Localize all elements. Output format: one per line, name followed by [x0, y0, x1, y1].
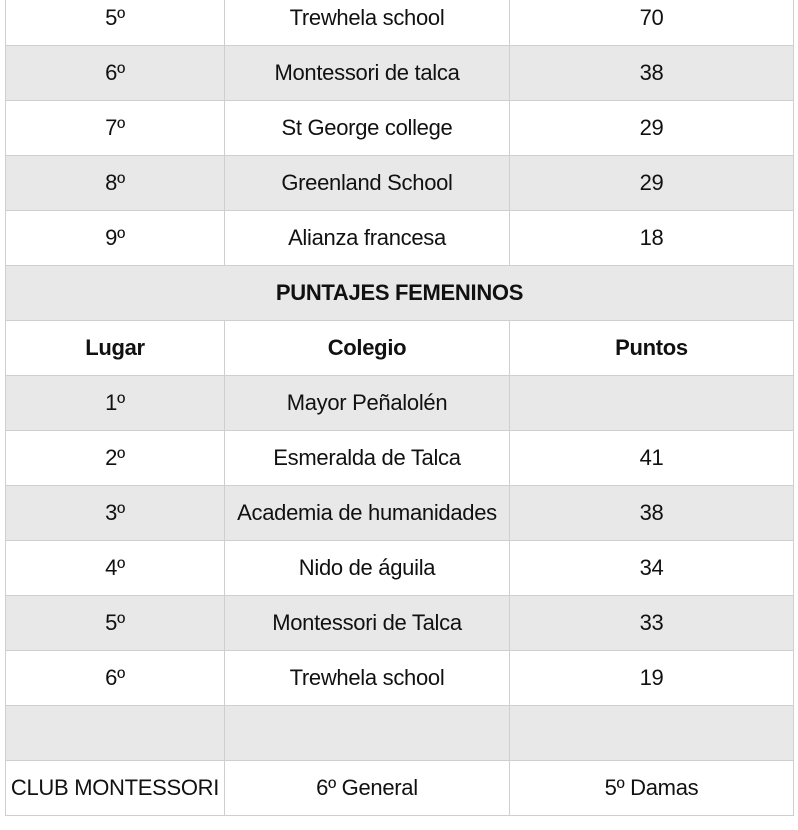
points-cell: 38 [510, 486, 794, 541]
school-cell: Alianza francesa [225, 211, 510, 266]
empty-cell [225, 706, 510, 761]
table-row [6, 541, 794, 596]
place-cell: 7º [6, 101, 225, 156]
empty-row [6, 706, 794, 761]
place-cell: 6º [6, 651, 225, 706]
points-cell: 29 [510, 101, 794, 156]
table-row [6, 211, 794, 266]
club-name-cell: CLUB MONTESSORI [6, 761, 225, 816]
place-cell: 1º [6, 376, 225, 431]
points-cell: 41 [510, 431, 794, 486]
place-cell: 4º [6, 541, 225, 596]
school-cell: Esmeralda de Talca [225, 431, 510, 486]
table-row [6, 431, 794, 486]
points-cell: 19 [510, 651, 794, 706]
table-row [6, 156, 794, 211]
place-cell: 9º [6, 211, 225, 266]
school-cell: Mayor Peñalolén [225, 376, 510, 431]
place-cell: 5º [6, 0, 225, 46]
school-cell: Greenland School [225, 156, 510, 211]
school-cell: St George college [225, 101, 510, 156]
place-cell: 8º [6, 156, 225, 211]
place-cell: 3º [6, 486, 225, 541]
section-title-row [6, 266, 794, 321]
points-cell: 38 [510, 46, 794, 101]
header-row [6, 321, 794, 376]
summary-row [6, 761, 794, 816]
school-cell: Montessori de Talca [225, 596, 510, 651]
school-cell: Trewhela school [225, 651, 510, 706]
empty-cell [6, 706, 225, 761]
column-header-place: Lugar [6, 321, 225, 376]
column-header-points: Puntos [510, 321, 794, 376]
points-cell: 18 [510, 211, 794, 266]
points-cell [510, 376, 794, 431]
general-rank-cell: 6º General [225, 761, 510, 816]
school-cell: Montessori de talca [225, 46, 510, 101]
school-cell: Academia de humanidades [225, 486, 510, 541]
table-row [6, 596, 794, 651]
column-header-school: Colegio [225, 321, 510, 376]
place-cell: 6º [6, 46, 225, 101]
points-cell: 33 [510, 596, 794, 651]
points-cell: 29 [510, 156, 794, 211]
school-cell: Trewhela school [225, 0, 510, 46]
points-cell: 70 [510, 0, 794, 46]
table-row [6, 486, 794, 541]
damas-rank-cell: 5º Damas [510, 761, 794, 816]
table-row [6, 651, 794, 706]
section-title: PUNTAJES FEMENINOS [6, 266, 794, 321]
scores-table [5, 0, 794, 816]
place-cell: 2º [6, 431, 225, 486]
table-row [6, 101, 794, 156]
empty-cell [510, 706, 794, 761]
table-row [6, 376, 794, 431]
place-cell: 5º [6, 596, 225, 651]
school-cell: Nido de águila [225, 541, 510, 596]
table-row [6, 0, 794, 46]
points-cell: 34 [510, 541, 794, 596]
table-row [6, 46, 794, 101]
